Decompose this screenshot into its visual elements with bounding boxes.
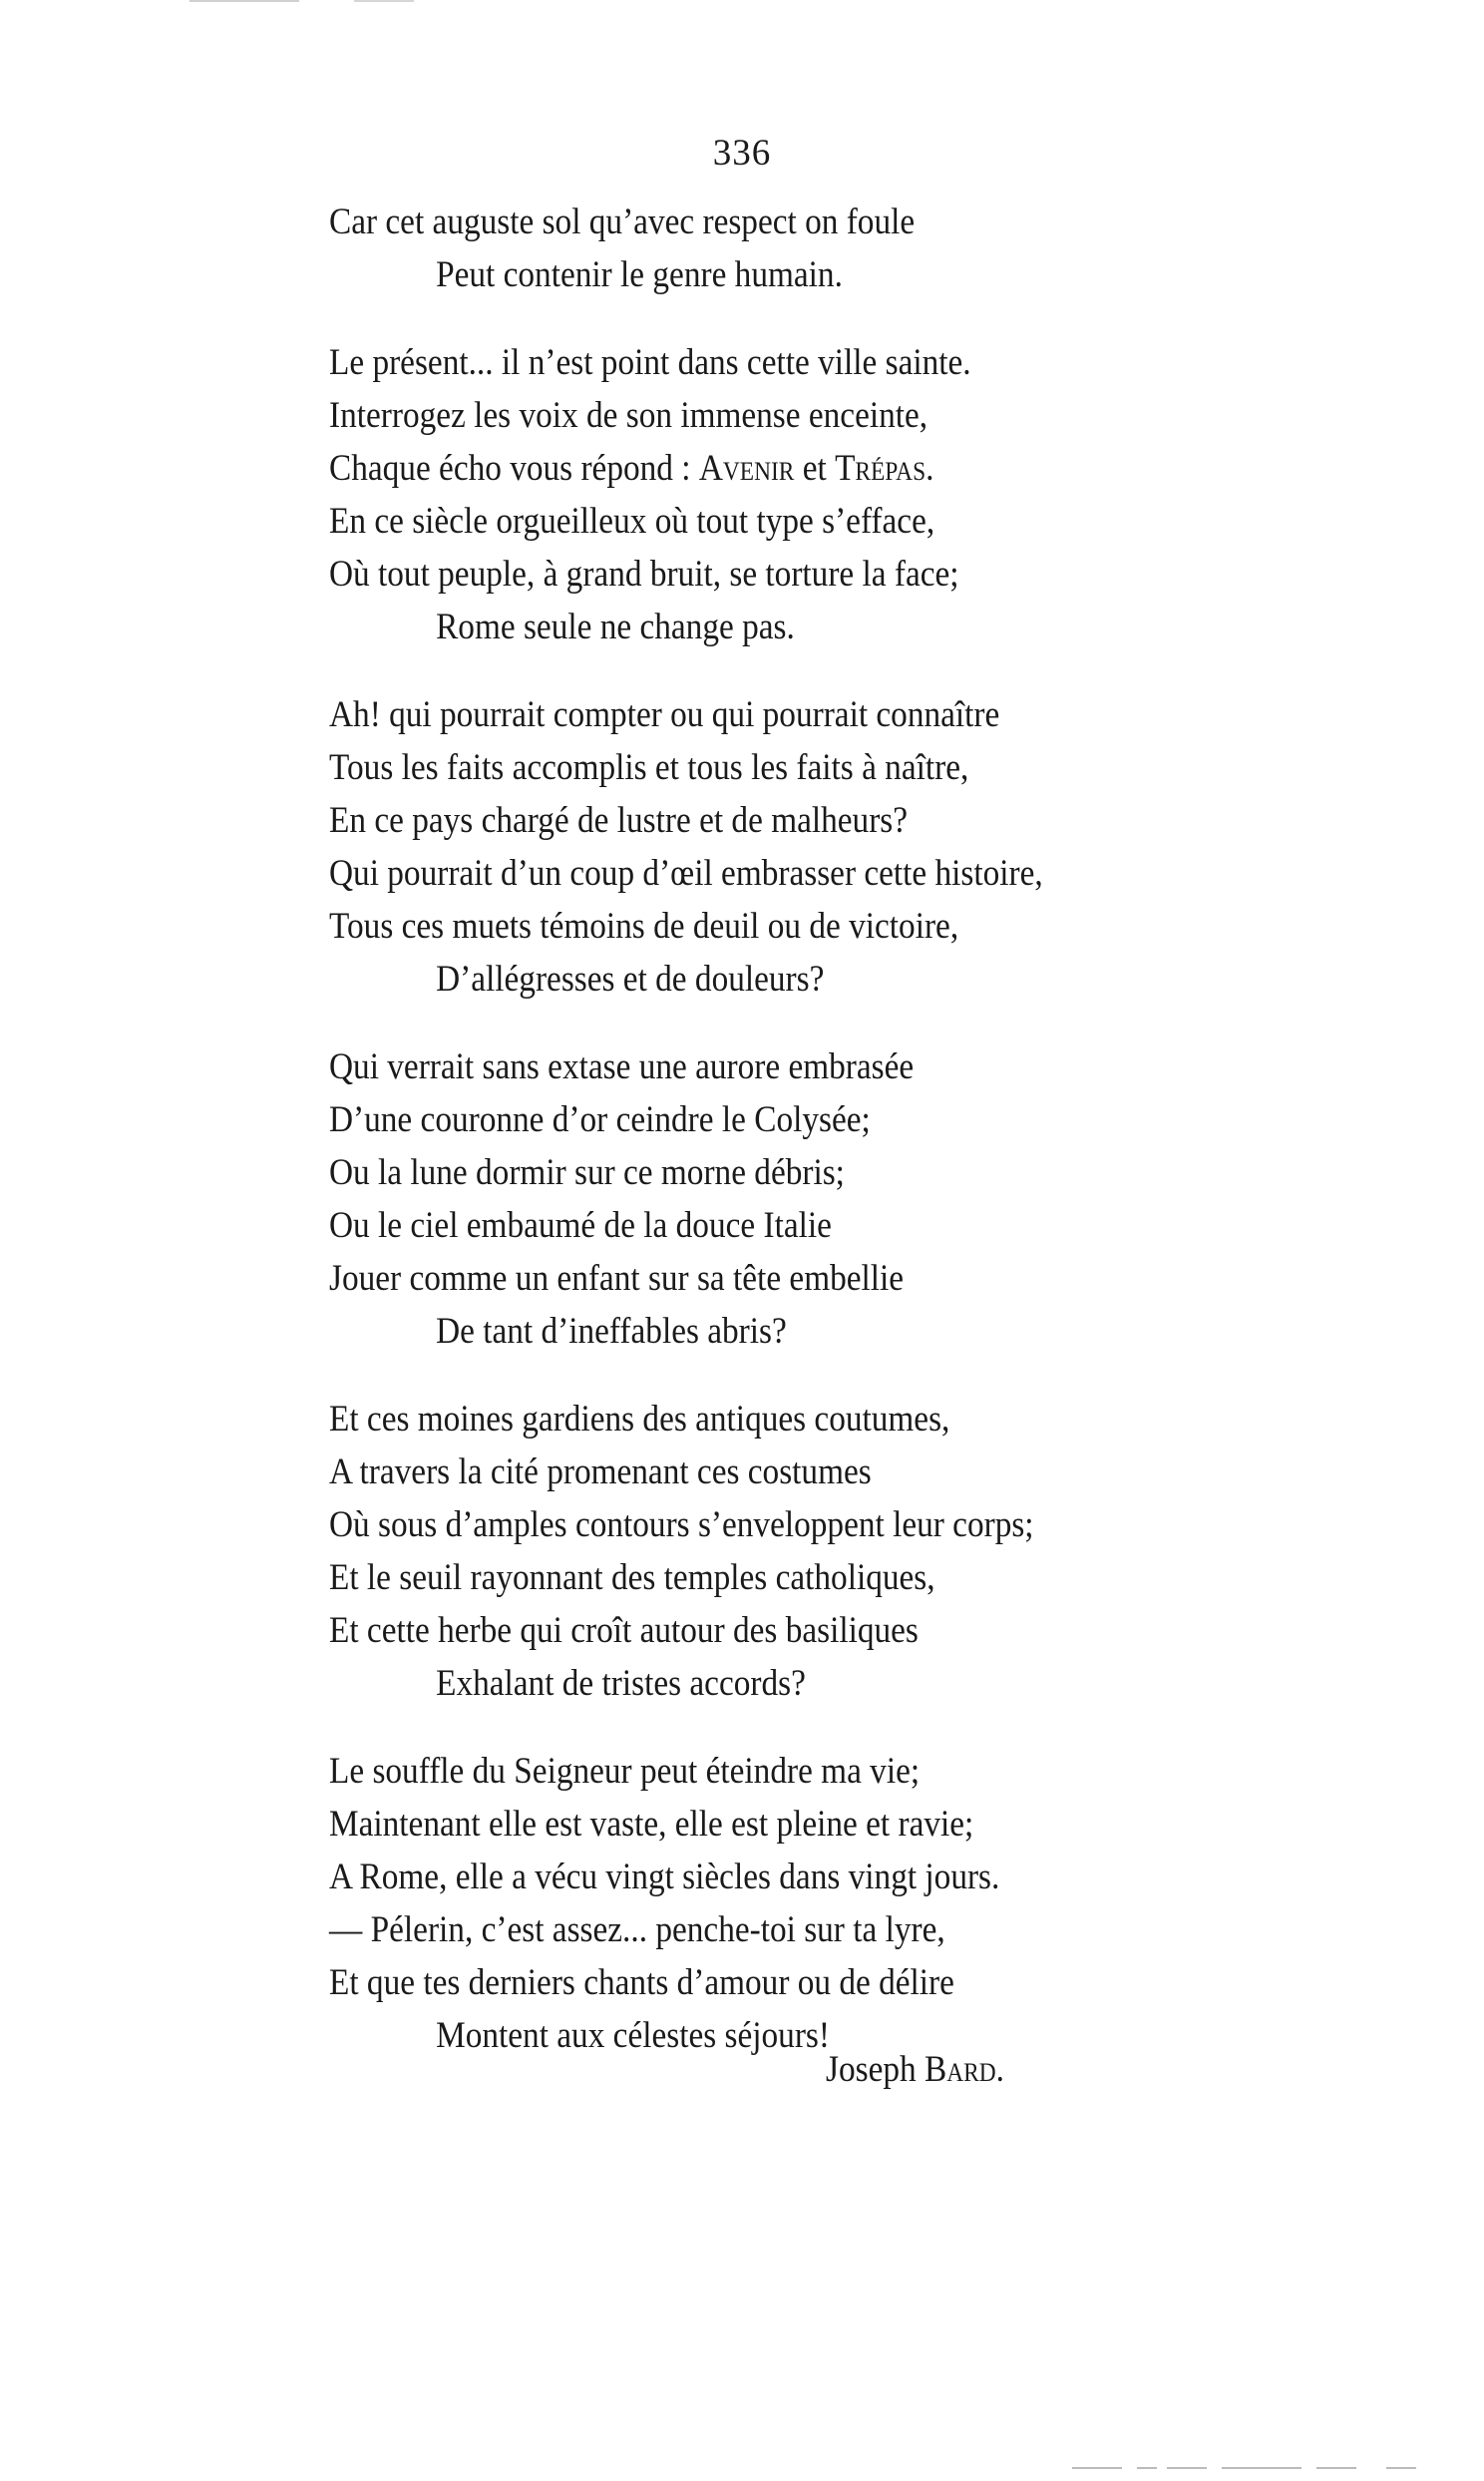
verse-line: A travers la cité promenant ces costumes — [329, 1451, 872, 1492]
scan-artifact — [1222, 2467, 1301, 2469]
verse-line: Qui pourrait d’un coup d’œil embrasser cette histoire, — [329, 853, 1043, 894]
verse-line: Maintenant elle est vaste, elle est pleine et ravie; — [329, 1804, 974, 1845]
verse-line-refrain: Exhalant de tristes accords? — [436, 1663, 806, 1704]
stanza — [329, 336, 1426, 653]
signature-punct: . — [995, 2049, 1004, 2090]
scan-artifact — [1386, 2467, 1416, 2469]
small-caps-word: Trépas — [835, 448, 927, 489]
verse-line: Jouer comme un enfant sur sa tête embellie — [329, 1258, 905, 1299]
poem-body — [329, 196, 1426, 2097]
verse-line: Car cet auguste sol qu’avec respect on foule — [329, 202, 916, 242]
author-last-name: Bard — [924, 2049, 996, 2090]
verse-line: Ou la lune dormir sur ce morne débris; — [329, 1152, 845, 1193]
scan-artifact — [1316, 2467, 1356, 2469]
verse-text: . — [926, 448, 934, 489]
verse-text: et — [794, 448, 836, 489]
verse-line: En ce siècle orgueilleux où tout type s’efface, — [329, 501, 935, 542]
verse-line: Où tout peuple, à grand bruit, se torture la face; — [329, 554, 959, 595]
stanza — [329, 1393, 1426, 1710]
verse-line: Qui verrait sans extase une aurore embrasée — [329, 1046, 915, 1087]
verse-line: En ce pays chargé de lustre et de malheurs? — [329, 800, 909, 841]
verse-line: D’une couronne d’or ceindre le Colysée; — [329, 1099, 871, 1140]
verse-line: Ou le ciel embaumé de la douce Italie — [329, 1205, 832, 1246]
verse-line: Tous ces muets témoins de deuil ou de victoire, — [329, 906, 959, 947]
verse-line-refrain: De tant d’ineffables abris? — [436, 1311, 787, 1352]
scan-artifact — [1072, 2467, 1122, 2469]
verse-line-refrain: D’allégresses et de douleurs? — [436, 959, 825, 1000]
small-caps-word: Avenir — [698, 448, 795, 489]
verse-line-refrain: Montent aux célestes séjours! — [436, 2015, 830, 2056]
verse-line-refrain: Rome seule ne change pas. — [436, 607, 795, 647]
stanza — [329, 1040, 1426, 1358]
verse-line: Et ces moines gardiens des antiques coutumes, — [329, 1399, 950, 1440]
author-first-name: Joseph — [826, 2049, 925, 2090]
verse-line: Où sous d’amples contours s’enveloppent leur corps; — [329, 1504, 1034, 1545]
verse-line: Interrogez les voix de son immense enceinte, — [329, 395, 928, 436]
stanza — [329, 1745, 1426, 2062]
verse-line: Et que tes derniers chants d’amour ou de délire — [329, 1962, 954, 2003]
stanza — [329, 688, 1426, 1006]
scan-artifact — [1137, 2467, 1157, 2469]
verse-text: Chaque écho vous répond : — [329, 448, 699, 489]
verse-line: Et le seuil rayonnant des temples catholiques, — [329, 1557, 935, 1598]
author-signature — [826, 2043, 1004, 2096]
stanza — [329, 196, 1426, 301]
verse-line: Et cette herbe qui croît autour des basiliques — [329, 1610, 919, 1651]
page-number: 336 — [712, 133, 772, 174]
verse-line: A Rome, elle a vécu vingt siècles dans vingt jours. — [329, 1857, 1000, 1897]
verse-line — [329, 442, 1316, 495]
scan-artifact — [354, 0, 414, 2]
verse-line: Le présent... il n’est point dans cette ville sainte. — [329, 342, 971, 383]
scan-artifact — [1167, 2467, 1207, 2469]
scan-artifact — [189, 0, 299, 2]
verse-line: — Pélerin, c’est assez... penche-toi sur ta lyre, — [329, 1909, 945, 1950]
verse-line: Ah! qui pourrait compter ou qui pourrait connaître — [329, 694, 1000, 735]
verse-line: Le souffle du Seigneur peut éteindre ma vie; — [329, 1751, 921, 1792]
verse-line-refrain: Peut contenir le genre humain. — [436, 254, 843, 295]
verse-line: Tous les faits accomplis et tous les faits à naître, — [329, 747, 969, 788]
